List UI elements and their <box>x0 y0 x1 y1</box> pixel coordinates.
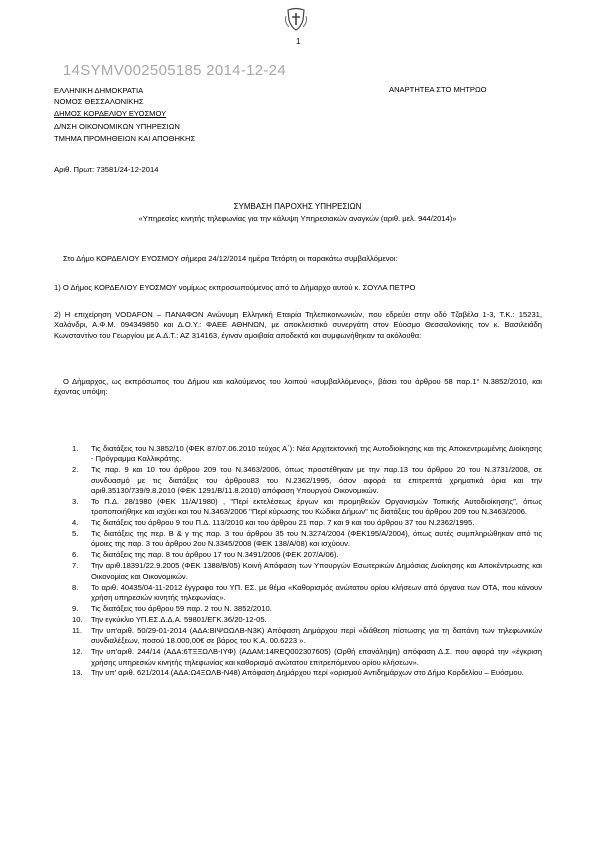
party-two-paragraph: 2) Η επιχείρηση VODAFON – ΠΑΝΑΦΟΝ Ανώνυμη Ελληνική Εταιρία Τηλεπικοινωνιών, που εδρεύει στην οδό Τζαβέλα 1-3, Τ.Κ.: 15231, Χαλάνδρι, Α.Φ.Μ. 094349850 και Δ.Ο.Υ.: ΦΑΕΕ ΑΘΗΝΩΝ, με αποκλειστικό συνεργάτη στον Εύοσμο Θεσσαλονίκης τον κ. Βασιλειάδη Κωνσταντίνο του Γεωργίου με Α.Δ.Τ.: ΑΖ 314163, έγιναν αμοιβαία αποδεκτά και συμφωνήθηκαν τα ακόλουθα: <box>54 310 542 340</box>
protocol-number: Αριθ. Πρωτ: 73581/24-12-2014 <box>54 165 159 174</box>
header-directorate: Δ/ΝΣΗ ΟΙΚΟΝΟΜΙΚΩΝ ΥΠΗΡΕΣΙΩΝ <box>54 122 180 131</box>
list-item: 5. Τις διατάξεις της περ. Β & γ της παρ. 3 του άρθρου 35 του Ν.3274/2004 (ΦΕΚ195/Α/2004), όπως αυτές συμπληρώθηκαν από τις όμοιες της παρ. 3 του άρθρου 2ου Ν.3345/2008 (ΦΕΚ 138/Α/08) και ισχύουν. <box>72 529 542 549</box>
list-item: 2. Τις παρ. 9 και 10 του άρθρου 209 του Ν.3463/2006, όπως προστέθηκαν με την παρ.13 του άρθρου 20 του Ν.3731/2008, σε συνδυασμό με τις διατάξεις του άρθρου83 του Ν.2362/1995, όσον αφορά τα επιτρεπτά χρηματικά όρια και την αριθ.35130/739/9.8.2010 (ΦΕΚ 1291/Β/11.8.2010) απόφαση Υπουργού Οικονομικών. <box>72 465 542 495</box>
list-item: 10. Την εγκύκλιο ΥΠ.ΕΣ.Δ.Δ.Α. 59801/ΕΓΚ.36/20-12-05. <box>72 614 267 624</box>
list-item: 12. Την υπ'αριθ. 244/14 (ΑΔΑ:6ΤΞΞΩΛΒ-ΙΥΦ) (ΑΔΑΜ:14REQ002307605) (Ορθή επανάληψη) απόφαση Δ.Σ. που αφορά την «έγκριση χρήσης υπηρεσιών κινητής τηλεφωνίας και καθορισμό ανώτατου επιτρεπόμενου ορίου κλήσεων». <box>72 647 542 667</box>
list-item: 9. Τις διατάξεις του άρθρου 59 παρ. 2 του Ν. 3852/2010. <box>72 603 272 613</box>
list-item: 7. Την αριθ.18391/22.9.2005 (ΦΕΚ 1388/Β/05) Κοινή Απόφαση των Υπουργών Εσωτερικών Δημόσιας Διοίκησης και Αποκέντρωσης και Οικονομίας και Οικονομικών. <box>72 561 542 581</box>
party-one-paragraph: 1) Ο Δήμος ΚΟΡΔΕΛΙΟΥ ΕΥΟΣΜΟΥ νομίμως εκπροσωπούμενος από το Δήμαρχο αυτού κ. ΣΟΥΛΑ ΠΕΤΡΟ <box>54 283 416 292</box>
header-country: ΕΛΛΗΝΙΚΗ ΔΗΜΟΚΡΑΤΙΑ <box>54 86 144 95</box>
page-number: 1 <box>296 37 301 46</box>
header-department: ΤΜΗΜΑ ΠΡΟΜΗΘΕΙΩΝ ΚΑΙ ΑΠΟΘΗΚΗΣ <box>54 134 196 143</box>
contract-title: ΣΥΜΒΑΣΗ ΠΑΡΟΧΗΣ ΥΠΗΡΕΣΙΩΝ <box>233 202 362 211</box>
contract-subtitle: «Υπηρεσίες κινητής τηλεφωνίας για την κάλυψη Υπηρεσιακών αναγκών (αριθ. μελ. 944/2014)» <box>138 214 457 223</box>
document-id-watermark: 14SYMV002505185 2014-12-24 <box>63 62 286 79</box>
list-item: 13. Την υπ' αριθ. 621/2014 (ΑΔΑ:Ω4ΞΩΛΒ-Ν48) Απόφαση Δημάρχου περί «ορισμού Αντιδημάρχων στο Δήμο Κορδελίου – Ευόσμου. <box>72 668 524 678</box>
list-item: 4. Τις διατάξεις του άρθρου 9 του Π.Δ. 113/2010 και του άρθρου 21 παρ. 7 και 9 και του άρθρου 37 του Ν.2362/1995. <box>72 518 475 528</box>
list-item: 11. Την υπ'αριθ. 50/29-01-2014 (ΑΔΑ:ΒΙΨΩΩΛΒ-Ν3Κ) Απόφαση Δημάρχου περί «διάθεση πίστωσης για τη δαπάνη των τηλεφωνικών συνδιαλέξεων, ποσού 18.000,00€ σε βάρος του Κ.Α. 00.6223 ». <box>72 625 542 646</box>
list-item: 8. Το αριθ. 40435/04-11-2012 έγγραφο του ΥΠ. ΕΣ. με θέμα «Καθορισμός ανώτατου ορίου κλήσεων από όργανα των ΟΤΑ, που κάνουν χρήση υπηρεσιών κινητής τηλεφωνίας». <box>72 582 542 602</box>
greek-coat-of-arms-icon <box>283 6 309 32</box>
header-municipality: ΔΗΜΟΣ ΚΟΡΔΕΛΙΟΥ ΕΥΟΣΜΟΥ <box>54 109 167 118</box>
header-publish-note: ΑΝΑΡΤΗΤΕΑ ΣΤΟ ΜΗΤΡΩΟ <box>389 85 487 94</box>
list-item: 6. Τις διατάξεις της παρ. 8 του άρθρου 17 του Ν.3491/2006 (ΦΕΚ 207/Α/06). <box>72 550 339 560</box>
list-item: 3. Το Π.Δ. 28/1980 (ΦΕΚ 11/Α/1980) , "Περί εκτελέσεως έργων και προμηθειών Οργανισμών Τοπικής Αυτοδιοίκησης", όπως τροποποιήθηκε και ισχύει και του Ν.3463/2006 "Περί κύρωσης του Κώδικα Δήμων" τις διατάξεις του άρθρου 209 του Ν.3463/2006. <box>72 496 542 517</box>
considerations-list <box>54 444 542 679</box>
header-prefecture: ΝΟΜΟΣ ΘΕΣΣΑΛΟΝΙΚΗΣ <box>54 97 144 106</box>
mayor-considerations-paragraph: Ο Δήμαρχος, ως εκπρόσωπος του Δήμου και καλούμενος του λοιπού «συμβαλλόμενος», βάσει του άρθρου 58 παρ.1° Ν.3852/2010, και έχοντας υπόψη: <box>54 377 542 397</box>
intro-paragraph: Στο Δήμο ΚΟΡΔΕΛΙΟΥ ΕΥΟΣΜΟΥ σήμερα 24/12/2014 ημέρα Τετάρτη οι παρακάτω συμβαλλόμενοι: <box>63 254 398 263</box>
list-item: 1. Τις διατάξεις του Ν.3852/10 (ΦΕΚ 87/07.06.2010 τεύχος Α΄): Νέα Αρχιτεκτονική της Αυτοδιοίκησης και της Αποκεντρωμένης Διοίκησης - Πρόγραμμα Καλλικράτης. <box>72 444 542 464</box>
